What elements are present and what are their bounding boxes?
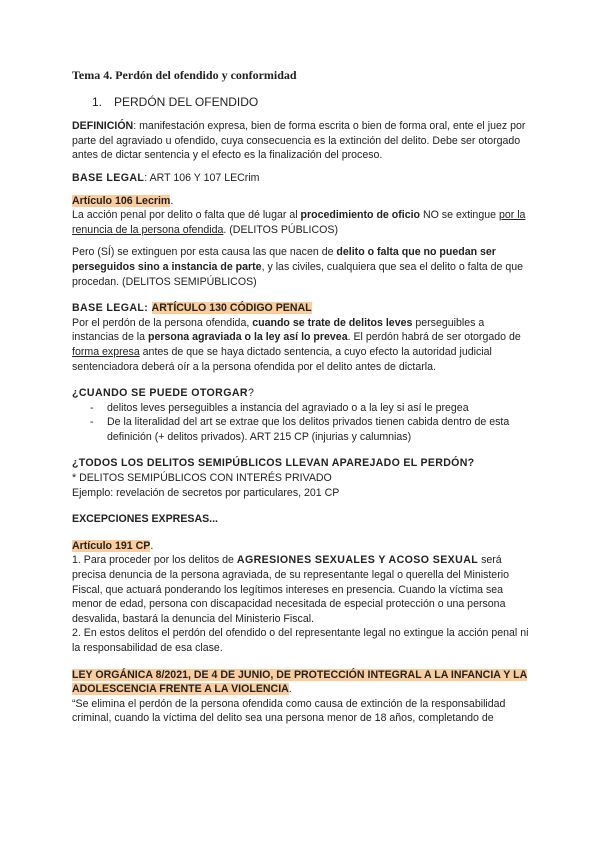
art191-heading-suffix: . xyxy=(150,539,154,552)
art106-text-3: NO se extingue xyxy=(420,209,499,222)
cuando-question-text: ¿CUANDO SE PUEDE OTORGAR xyxy=(72,387,248,400)
art130-text-1: Por el perdón de la persona ofendida, xyxy=(72,316,253,329)
art130-heading-text: ARTÍCULO 130 CÓDIGO PENAL xyxy=(151,302,312,315)
art106-text-4: por la renuncia de la persona ofendida xyxy=(72,209,526,236)
art106-heading xyxy=(72,194,530,209)
ley-heading-text: LEY ORGÁNICA 8/2021, DE 4 DE JUNIO, DE PROTECCIÓN INTEGRAL A LA INFANCIA Y LA ADOLESCENCIA FRENTE A LA VIOLENCIA xyxy=(72,668,528,696)
art191-text-1: 1. Para proceder por los delitos de xyxy=(72,554,237,567)
excepciones-heading: EXCEPCIONES EXPRESAS... xyxy=(72,513,219,526)
art130-label: BASE LEGAL: xyxy=(72,302,152,315)
pero-text-2: delito o falta que no puedan ser perseguidos sino a instancia de parte xyxy=(72,246,496,273)
todos-line-1: * DELITOS SEMIPÚBLICOS CON INTERÉS PRIVADO xyxy=(72,472,332,485)
list-item: - delitos leves perseguibles a instancia del agraviado o a la ley si así le pregea xyxy=(72,401,530,416)
art130-heading xyxy=(72,301,530,316)
cuando-question-mark: ? xyxy=(247,387,254,400)
art106-heading-text: Artículo 106 Lecrim xyxy=(72,194,171,207)
art191-paragraph-2: 2. En estos delitos el perdón del ofendido o del representante legal no extingue la acción penal ni la responsabilidad de esa clase. xyxy=(72,627,529,654)
art106-heading-suffix: . xyxy=(170,194,174,207)
art130-text-7: antes de que se haya dictado sentencia, a cuyo efecto la autoridad judicial sentenciadora deberá oír a la persona ofendida por el delito antes de dictarla. xyxy=(72,345,492,373)
art106-text-2: procedimiento de oficio xyxy=(300,209,421,222)
art130-paragraph xyxy=(72,316,530,374)
base-legal-line xyxy=(72,171,530,186)
art191-text-3: será precisa denuncia de la persona agraviada, de su representante legal o querella del Ministerio Fiscal, que actuará ponderando los legítimos intereses en presencia. Cuando la víctima sea menor de edad, persona con discapacidad necesitada de especial protección o una persona desvalida, bastará la denuncia del Ministerio Fiscal. xyxy=(72,554,509,625)
art191-text-2: AGRESIONES SEXUALES Y ACOSO SEXUAL xyxy=(236,554,479,567)
cuando-list xyxy=(72,401,530,445)
art106-paragraph xyxy=(72,208,530,237)
definicion-paragraph xyxy=(72,119,530,163)
section-number: 1. xyxy=(92,94,103,109)
definicion-text: : manifestación expresa, bien de forma escrita o bien de forma oral, ente el juez por parte del agraviado u ofendido, cuya consecuencia es la extinción del delito. Debe ser otorgado antes de dictar sentencia y el efecto es la finalización del proceso. xyxy=(72,120,526,162)
art130-text-6: forma expresa xyxy=(72,345,140,358)
base-legal-label: BASE LEGAL xyxy=(72,171,145,184)
pero-text-1: Pero (SÍ) se extinguen por esta causa las que nacen de xyxy=(72,246,337,259)
ley-heading xyxy=(72,668,530,697)
art191-paragraph-1 xyxy=(72,553,530,626)
art130-text-2: cuando se trate de delitos leves xyxy=(252,316,413,329)
todos-question: ¿TODOS LOS DELITOS SEMIPÚBLICOS LLEVAN APAREJADO EL PERDÓN? xyxy=(72,457,475,470)
section-label: PERDÓN DEL OFENDIDO xyxy=(114,94,259,109)
ley-heading-suffix: . xyxy=(288,683,292,696)
pero-paragraph xyxy=(72,245,530,289)
art106-text-1: La acción penal por delito o falta que dé lugar al xyxy=(72,209,301,222)
document-title: Tema 4. Perdón del ofendido y conformidad xyxy=(72,68,297,82)
art191-heading xyxy=(72,539,530,554)
definicion-label: DEFINICIÓN xyxy=(72,120,134,133)
todos-line-2: Ejemplo: revelación de secretos por particulares, 201 CP xyxy=(72,486,340,499)
document-page xyxy=(72,68,530,726)
ley-quote: “Se elimina el perdón de la persona ofendida como causa de extinción de la responsabilidad criminal, cuando la víctima del delito sea una persona menor de 18 años, completando de xyxy=(72,697,506,725)
section-heading-perdon xyxy=(92,95,530,110)
pero-text-3: , y las civiles, cualquiera que sea el delito o falta de que procedan. (DELITOS SEMIPÚBLICOS) xyxy=(72,260,524,288)
art191-heading-text: Artículo 191 CP xyxy=(72,539,151,552)
list-item: - De la literalidad del art se extrae que los delitos privados tienen cabida dentro de esta definición (+ delitos privados). ART 215 CP (injurias y calumnias) xyxy=(72,415,530,444)
art130-text-3: perseguibles a instancias de la xyxy=(72,316,485,344)
art130-text-5: . El perdón habrá de ser otorgado de xyxy=(347,331,521,344)
art130-text-4: persona agraviada o la ley así lo prevea xyxy=(147,331,348,344)
art106-text-5: . (DELITOS PÚBLICOS) xyxy=(223,223,338,236)
base-legal-text: : ART 106 Y 107 LECrim xyxy=(144,171,260,184)
cuando-question xyxy=(72,386,530,401)
